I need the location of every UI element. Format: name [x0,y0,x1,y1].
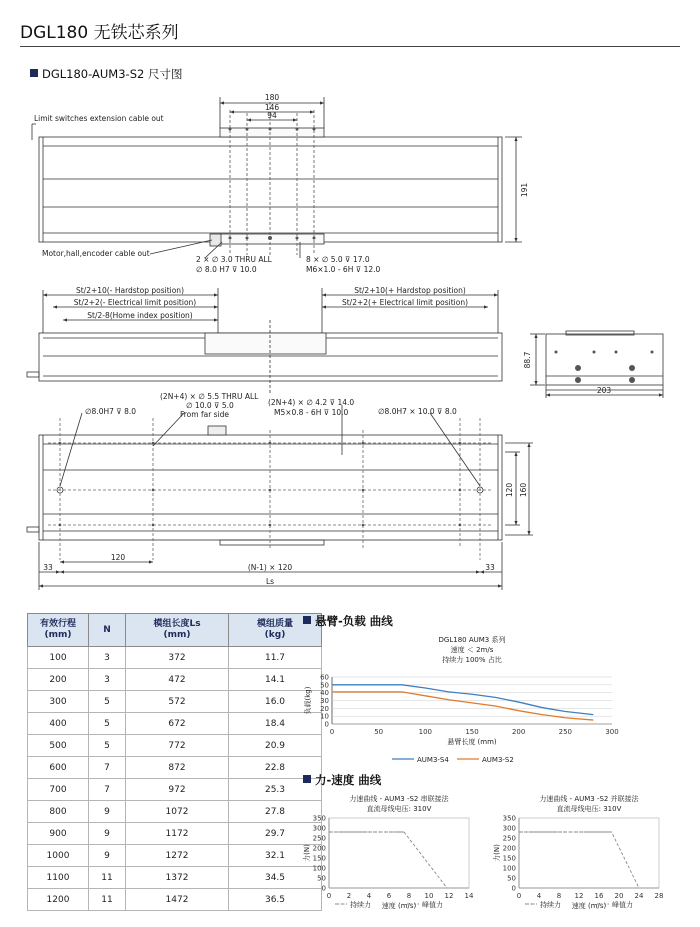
y-tick-label: 250 [312,834,326,843]
table-cell: 800 [28,801,89,823]
table-cell: 1072 [126,801,229,823]
table-row [28,713,322,735]
table-row [28,845,322,867]
table-row [28,779,322,801]
series-line-2 [519,832,639,888]
hole-a-spec-1: 2 × ∅ 3.0 THRU ALL [196,255,272,264]
x-tick-label: 6 [386,892,392,900]
y-tick-label: 250 [502,834,516,843]
table-cell: 1372 [126,867,229,889]
thru-spec-2: ∅ 10.0 ⊽ 5.0 [186,401,234,410]
chart-title: 力速曲线 - AUM3 -S2 串联接法 [349,795,449,803]
x-tick-label: 8 [406,892,412,900]
elec-right-label: St/2+2(+ Electrical limit position) [341,298,469,307]
series-line-2 [329,832,447,888]
dim-146: 146 [264,103,280,112]
table-cell: 7 [89,757,126,779]
tap-spec-1: (2N+4) × ∅ 4.2 ⊽ 14.0 [268,398,355,407]
x-tick-label: 8 [556,892,562,900]
table-cell: 16.0 [229,691,322,713]
x-tick-label: 16 [594,892,604,900]
x-tick-label: 150 [465,728,479,736]
y-tick-label: 50 [507,874,516,883]
drawing-subtitle [30,66,182,82]
dim-180: 180 [264,93,280,102]
motor-cable-label: Motor,hall,encoder cable out [42,249,150,258]
table-cell: 1000 [28,845,89,867]
y-tick-label: 50 [317,874,326,883]
dim-120-horizontal: 120 [110,553,126,562]
table-row [28,691,322,713]
y-tick-label: 100 [502,864,516,873]
table-cell: 34.5 [229,867,322,889]
home-label: St/2-8(Home index position) [87,311,193,320]
table-cell: 1100 [28,867,89,889]
table-cell: 14.1 [229,669,322,691]
y-tick-label: 60 [320,673,329,682]
header-stroke: 有效行程 (mm) [28,614,89,647]
x-tick-label: 4 [366,892,372,900]
bullet-square-icon [303,775,311,783]
table-cell: 572 [126,691,229,713]
chart-title: DGL180 AUM3 系列 [438,636,506,644]
table-cell: 11 [89,867,126,889]
table-cell: 672 [126,713,229,735]
dim-120-vertical: 120 [505,482,514,498]
x-tick-label: 14 [464,892,474,900]
tap-spec-2: M5×0.8 - 6H ⊽ 10.0 [274,408,349,417]
pin-right-label: ∅8.0H7 × 10.0 ⊽ 8.0 [378,407,457,416]
table-cell: 9 [89,823,126,845]
y-axis-label: 力(N) [303,844,311,862]
header-mass: 模组质量 (kg) [229,614,322,647]
mounting-holes [59,128,654,527]
dim-191: 191 [520,182,529,198]
table-row [28,801,322,823]
x-tick-label: 20 [614,892,624,900]
y-tick-label: 20 [320,704,329,713]
hardstop-right-label: St/2+10(+ Hardstop position) [354,286,466,295]
table-cell: 700 [28,779,89,801]
chart-subtitle: 直流母线电压: 310V [366,805,432,813]
x-tick-label: 50 [374,728,384,736]
table-cell: 29.7 [229,823,322,845]
table-row [28,647,322,669]
header-length: 模组长度Ls (mm) [126,614,229,647]
table-cell: 1200 [28,889,89,911]
dim-160: 160 [519,482,528,498]
bullet-square-icon [30,69,38,77]
x-tick-label: 24 [634,892,644,900]
y-tick-label: 200 [502,844,516,853]
drawing-subtitle-text: DGL180-AUM3-S2 尺寸图 [42,67,183,81]
y-tick-label: 0 [321,884,326,893]
table-cell: 5 [89,691,126,713]
y-tick-label: 30 [320,697,329,705]
hole-a-spec-2: ∅ 8.0 H7 ⊽ 10.0 [196,265,257,274]
x-tick-label: 4 [536,892,542,900]
table-cell: 100 [28,647,89,669]
table-row [28,735,322,757]
y-tick-label: 200 [312,844,326,853]
x-tick-label: 250 [558,728,573,736]
dim-94: 94 [267,111,277,120]
legend-label: AUM3-S2 [482,756,514,764]
x-tick-label: 0 [516,892,522,900]
table-cell: 9 [89,801,126,823]
elec-left-label: St/2+2(- Electrical limit position) [73,298,197,307]
load-curve-section-title [303,613,393,629]
series-line-1 [332,685,593,715]
speed-curve-section-title [303,772,381,788]
y-tick-label: 150 [312,854,326,863]
y-tick-label: 10 [320,712,329,721]
table-cell: 372 [126,647,229,669]
table-cell: 11.7 [229,647,322,669]
y-tick-label: 300 [502,824,516,833]
x-tick-label: 12 [574,892,584,900]
x-axis-label: 速度 (m/s) [571,902,607,910]
bullet-square-icon [303,616,311,624]
x-tick-label: 100 [418,728,433,736]
x-tick-label: 300 [605,728,619,736]
pin-left-label: ∅8.0H7 ⊽ 8.0 [85,407,137,416]
x-tick-label: 28 [654,892,664,900]
y-tick-label: 350 [312,814,326,823]
table-cell: 9 [89,845,126,867]
table-row [28,757,322,779]
x-axis-label: 悬臂长度 (mm) [447,738,497,746]
table-cell: 1172 [126,823,229,845]
y-axis-label: 负载(kg) [304,686,312,715]
hardstop-left-label: St/2+10(- Hardstop position) [75,286,185,295]
legend-label: 持续力 [350,901,371,909]
table-cell: 27.8 [229,801,322,823]
dim-ls: Ls [265,577,275,586]
dim-203: 203 [596,386,612,395]
y-tick-label: 0 [324,720,329,729]
table-cell: 11 [89,889,126,911]
force-speed-series-chart [303,793,488,913]
thru-spec-3: From far side [180,410,230,419]
thru-spec-1: (2N+4) × ∅ 5.5 THRU ALL [160,392,259,401]
dimension-drawing [0,85,700,605]
table-cell: 772 [126,735,229,757]
x-tick-label: 0 [329,728,335,736]
table-header-row [28,614,322,647]
table-cell: 32.1 [229,845,322,867]
table-cell: 972 [126,779,229,801]
dim-n-spacing: (N-1) × 120 [247,563,293,572]
y-tick-label: 40 [320,689,329,698]
table-row [28,867,322,889]
table-cell: 5 [89,713,126,735]
load-curve-title-text: 悬臂-负载 曲线 [315,614,393,628]
y-tick-label: 350 [502,814,516,823]
y-tick-label: 50 [320,681,329,690]
legend-label: 峰值力 [612,901,633,909]
table-cell: 500 [28,735,89,757]
y-tick-label: 100 [312,864,326,873]
hole-b-spec-1: 8 × ∅ 5.0 ⊽ 17.0 [306,255,370,264]
table-row [28,669,322,691]
dim-88-7: 88.7 [523,351,532,369]
table-cell: 36.5 [229,889,322,911]
table-cell: 18.4 [229,713,322,735]
page-title: DGL180 无铁芯系列 [20,23,179,43]
table-cell: 3 [89,647,126,669]
force-speed-parallel-chart [493,793,678,913]
legend-label: 持续力 [540,901,561,909]
hole-b-spec-2: M6×1.0 - 6H ⊽ 12.0 [306,265,381,274]
plot-frame [329,818,469,888]
dim-33-left: 33 [43,563,53,572]
chart-subtitle: 持续力 100% 占比 [442,656,502,664]
table-cell: 200 [28,669,89,691]
chart-title: 力速曲线 - AUM3 -S2 并联接法 [539,795,639,803]
table-cell: 25.3 [229,779,322,801]
y-tick-label: 300 [312,824,326,833]
plot-frame [519,818,659,888]
x-tick-label: 2 [346,892,352,900]
y-axis-label: 力(N) [493,844,501,862]
series-line-2 [332,692,593,720]
x-tick-label: 10 [424,892,434,900]
header-n: N [89,614,126,647]
chart-subtitle: 直流母线电压: 310V [556,805,622,813]
table-cell: 872 [126,757,229,779]
table-cell: 5 [89,735,126,757]
table-cell: 7 [89,779,126,801]
limit-cable-label: Limit switches extension cable out [34,114,164,123]
speed-curve-title-text: 力-速度 曲线 [315,773,382,787]
dim-33-right: 33 [485,563,495,572]
table-cell: 1272 [126,845,229,867]
y-tick-label: 0 [511,884,516,893]
x-tick-label: 200 [511,728,526,736]
table-cell: 3 [89,669,126,691]
table-row [28,823,322,845]
x-axis-label: 速度 (m/s) [381,902,417,910]
load-curve-chart [302,632,682,767]
legend-label: 峰值力 [422,901,443,909]
table-cell: 20.9 [229,735,322,757]
table-cell: 22.8 [229,757,322,779]
y-tick-label: 150 [502,854,516,863]
x-tick-label: 0 [326,892,332,900]
table-cell: 300 [28,691,89,713]
title-divider [20,46,680,47]
table-cell: 472 [126,669,229,691]
spec-table [27,613,322,911]
table-row [28,889,322,911]
x-tick-label: 12 [444,892,454,900]
table-cell: 1472 [126,889,229,911]
table-cell: 400 [28,713,89,735]
legend-label: AUM3-S4 [417,756,449,764]
table-cell: 600 [28,757,89,779]
chart-subtitle: 速度 ＜ 2m/s [450,646,494,654]
table-cell: 900 [28,823,89,845]
